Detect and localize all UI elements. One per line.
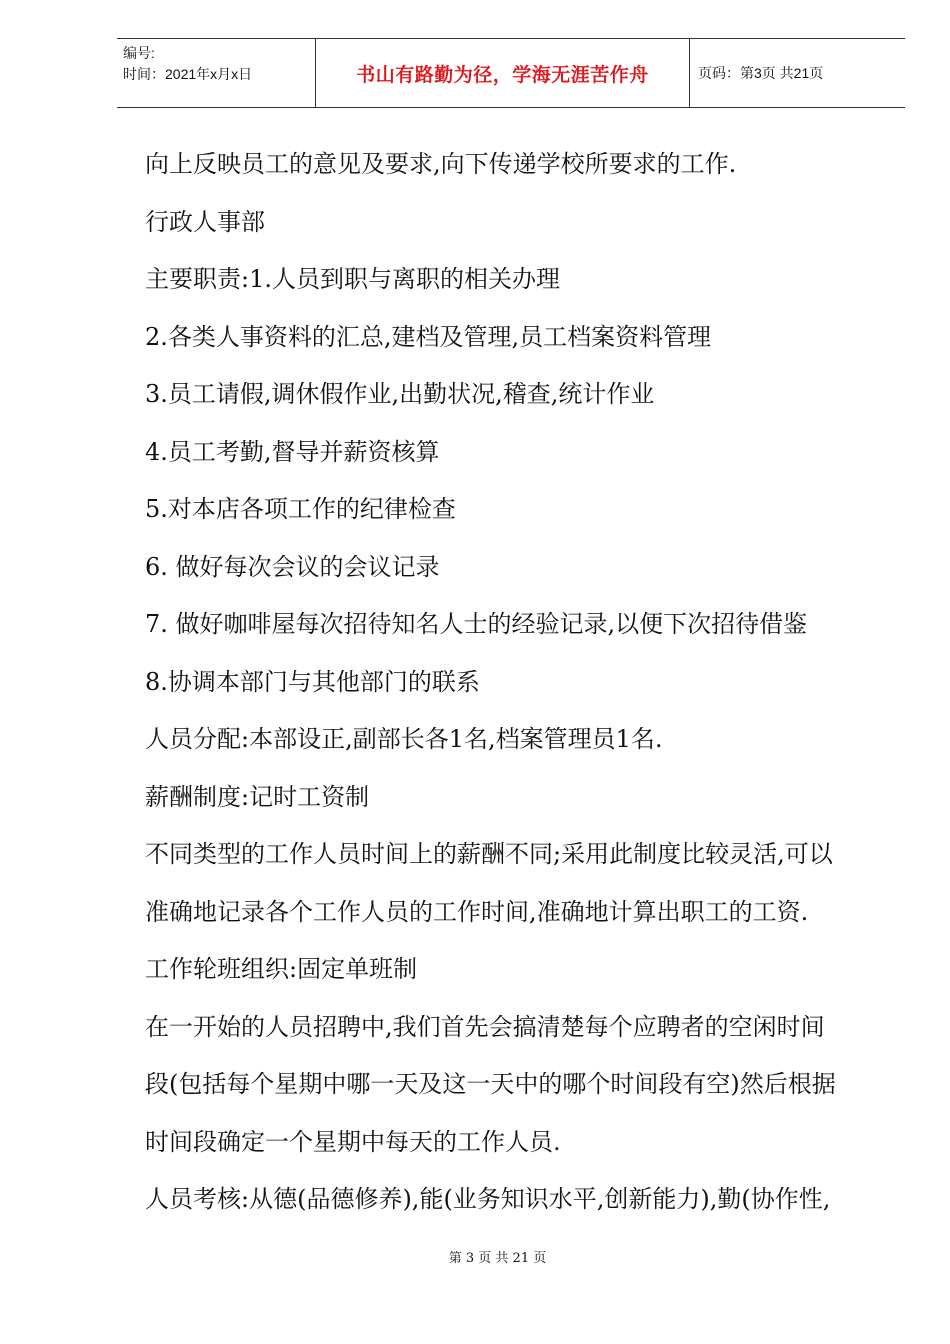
body-line: 人员考核:从德(品德修养),能(业务知识水平,创新能力),勤(协作性, bbox=[145, 1185, 831, 1213]
body-line: 7. 做好咖啡屋每次招待知名人士的经验记录,以便下次招待借鉴 bbox=[145, 610, 808, 638]
body-line: 时间段确定一个星期中每天的工作人员. bbox=[145, 1127, 561, 1156]
time-label: 时间：2021年x月x日 bbox=[123, 66, 253, 82]
body-line: 薪酬制度:记时工资制 bbox=[145, 782, 370, 811]
body-line: 主要职责:1.人员到职与离职的相关办理 bbox=[145, 265, 560, 293]
body-line: 段(包括每个星期中哪一天及这一天中的哪个时间段有空)然后根据 bbox=[145, 1070, 836, 1098]
body-line: 准确地记录各个工作人员的工作时间,准确地计算出职工的工资. bbox=[145, 897, 809, 926]
body-line: 8.协调本部门与其他部门的联系 bbox=[145, 667, 480, 696]
body-line: 在一开始的人员招聘中,我们首先会搞清楚每个应聘者的空闲时间 bbox=[145, 1012, 825, 1041]
header-meta bbox=[117, 39, 315, 107]
header-page-info bbox=[690, 39, 905, 107]
document-body bbox=[145, 144, 885, 1237]
body-line: 2.各类人事资料的汇总,建档及管理,员工档案资料管理 bbox=[145, 322, 712, 351]
body-line: 向上反映员工的意见及要求,向下传递学校所要求的工作. bbox=[145, 150, 737, 178]
body-line: 人员分配:本部设正,副部长各1名,档案管理员1名. bbox=[145, 725, 663, 753]
body-line: 工作轮班组织:固定单班制 bbox=[145, 955, 418, 983]
serial-label: 编号: bbox=[123, 45, 155, 61]
motto-text: 书山有路勤为径，学海无涯苦作舟 bbox=[356, 63, 649, 86]
body-line: 3.员工请假,调休假作业,出勤状况,稽查,统计作业 bbox=[145, 380, 655, 408]
footer-page-number: 第 3 页 共 21 页 bbox=[448, 1251, 547, 1266]
header-motto-cell bbox=[315, 39, 690, 107]
page-info-text: 页码：第3页 共21页 bbox=[698, 65, 824, 81]
body-line: 不同类型的工作人员时间上的薪酬不同;采用此制度比较灵活,可以 bbox=[145, 840, 833, 868]
page-footer bbox=[0, 1247, 950, 1266]
section-heading: 行政人事部 bbox=[145, 207, 265, 236]
page-header bbox=[117, 38, 905, 108]
body-line: 4.员工考勤,督导并薪资核算 bbox=[145, 437, 440, 466]
body-line: 6. 做好每次会议的会议记录 bbox=[145, 552, 440, 581]
body-line: 5.对本店各项工作的纪律检查 bbox=[145, 495, 456, 523]
